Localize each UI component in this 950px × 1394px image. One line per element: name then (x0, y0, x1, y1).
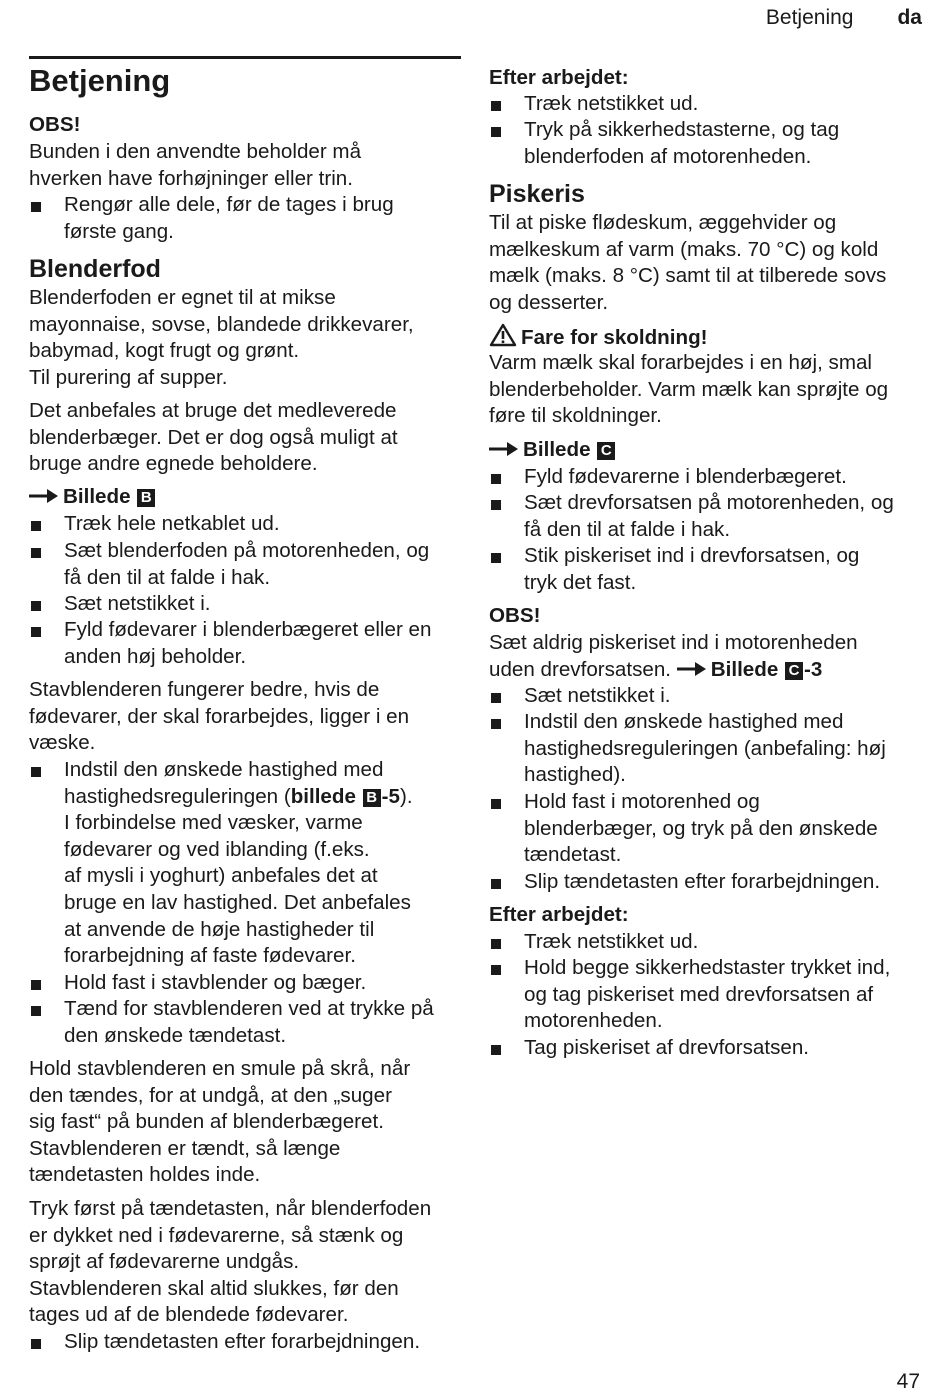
blender-intro: Blenderfoden er egnet til at mikse mayonnaise, sovse, blandede drikkevarer, babymad, kogt frugt og grønt. Til purering af supper. (29, 286, 414, 389)
page-title: Betjening (29, 63, 171, 98)
section-title-piskeris: Piskeris (489, 180, 585, 208)
list-item: Hold fast i motorenhed og blenderbæger, og tryk på den ønskede tændetast. (489, 789, 878, 869)
obs-text: Sæt aldrig piskeriset ind i motorenheden uden drevforsatsen. Billede C -3 (489, 631, 858, 681)
list-item: Træk hele netkablet ud. (29, 511, 280, 538)
list-item: Sæt netstikket i. (489, 683, 671, 710)
list-item: Sæt blenderfoden på motorenheden, og få den til at falde i hak. (29, 538, 429, 591)
obs-text: Bunden i den anvendte beholder må hverken have forhøjninger eller trin. (29, 140, 362, 190)
list-item: Indstil den ønskede hastighed med hastighedsreguleringen (billede B -5). I forbindelse med væsker, varme fødevarer og ved iblanding (f.eks. af mysli i yoghurt) anbefales det at bruge en lav hastighed. Det anbefales at anvende de høje hastigheder til forarbejdning af faste fødevarer. (29, 757, 413, 970)
obs-label: OBS! (29, 113, 81, 136)
figure-ref-b: Billede B (29, 484, 156, 511)
piskeris-intro: Til at piske flødeskum, æggehvider og mælkeskum af varm (maks. 70 °C) og kold mælk (maks. 8 °C) samt til at tilberede sovs og desserter. (489, 211, 887, 314)
warning-text: Varm mælk skal forarbejdes i en høj, smal blenderbeholder. Varm mælk kan sprøjte og føre til skoldninger. (489, 351, 889, 428)
title-rule (29, 56, 461, 59)
section-title-blenderfod: Blenderfod (29, 255, 161, 283)
figure-letter-c: C (597, 442, 615, 460)
arrow-right-icon (29, 488, 59, 504)
header-section: Betjening (765, 6, 854, 29)
figure-letter-c: C (785, 662, 803, 680)
hold-para: Hold stavblenderen en smule på skrå, når den tændes, for at undgå, at den „suger sig fast“ på bunden af blenderbægeret. Stavblenderen er tændt, så længe tændetasten holdes inde. (29, 1057, 411, 1187)
page-number: 47 (896, 1370, 920, 1393)
list-item: Tryk på sikkerhedstasterne, og tag blenderfoden af motorenheden. (489, 117, 839, 170)
list-item: Indstil den ønskede hastighed med hastighedsreguleringen (anbefaling: høj hastighed). (489, 709, 886, 789)
list-item: Hold begge sikkerhedstaster trykket ind, og tag piskeriset med drevforsatsen af motorenheden. (489, 955, 890, 1035)
list-item: Stik piskeriset ind i drevforsatsen, og tryk det fast. (489, 543, 859, 596)
list-item: Fyld fødevarer i blenderbægeret eller en anden høj beholder. (29, 617, 431, 670)
list-item: Sæt netstikket i. (29, 591, 211, 618)
header-language: da (897, 6, 922, 29)
list-item: Rengør alle dele, før de tages i brug første gang. (29, 192, 394, 245)
list-item: Træk netstikket ud. (489, 91, 698, 118)
warning-triangle-icon (489, 323, 517, 347)
after-work-label: Efter arbejdet: (489, 66, 629, 89)
list-item: Slip tændetasten efter forarbejdningen. (29, 1329, 420, 1356)
list-item: Slip tændetasten efter forarbejdningen. (489, 869, 880, 896)
figure-letter-b: B (137, 489, 155, 507)
list-item: Tænd for stavblenderen ved at trykke på den ønskede tændetast. (29, 996, 434, 1049)
obs-label: OBS! (489, 604, 541, 627)
arrow-right-icon (677, 661, 707, 677)
after-work-label: Efter arbejdet: (489, 903, 629, 926)
list-item: Træk netstikket ud. (489, 929, 698, 956)
figure-letter-b: B (363, 789, 381, 807)
arrow-right-icon (489, 441, 519, 457)
figure-ref-c: Billede C (489, 437, 616, 464)
warning-heading: Fare for skoldning! (489, 323, 708, 352)
list-item: Tag piskeriset af drevforsatsen. (489, 1035, 809, 1062)
blender-para: Det anbefales at bruge det medleverede blenderbæger. Det er dog også muligt at bruge andre egnede beholdere. (29, 399, 398, 476)
list-item: Fyld fødevarerne i blenderbægeret. (489, 464, 847, 491)
list-item: Sæt drevforsatsen på motorenheden, og få den til at falde i hak. (489, 490, 894, 543)
tryk-para: Tryk først på tændetasten, når blenderfoden er dykket ned i fødevarerne, så stænk og sprøjt af fødevarerne undgås. Stavblenderen skal altid slukkes, før den tages ud af de blendede fødevarer. (29, 1197, 432, 1327)
stavblender-para: Stavblenderen fungerer bedre, hvis de fødevarer, der skal forarbejdes, ligger i en væske. (29, 678, 410, 755)
list-item: Hold fast i stavblender og bæger. (29, 970, 366, 997)
running-header (766, 6, 922, 30)
